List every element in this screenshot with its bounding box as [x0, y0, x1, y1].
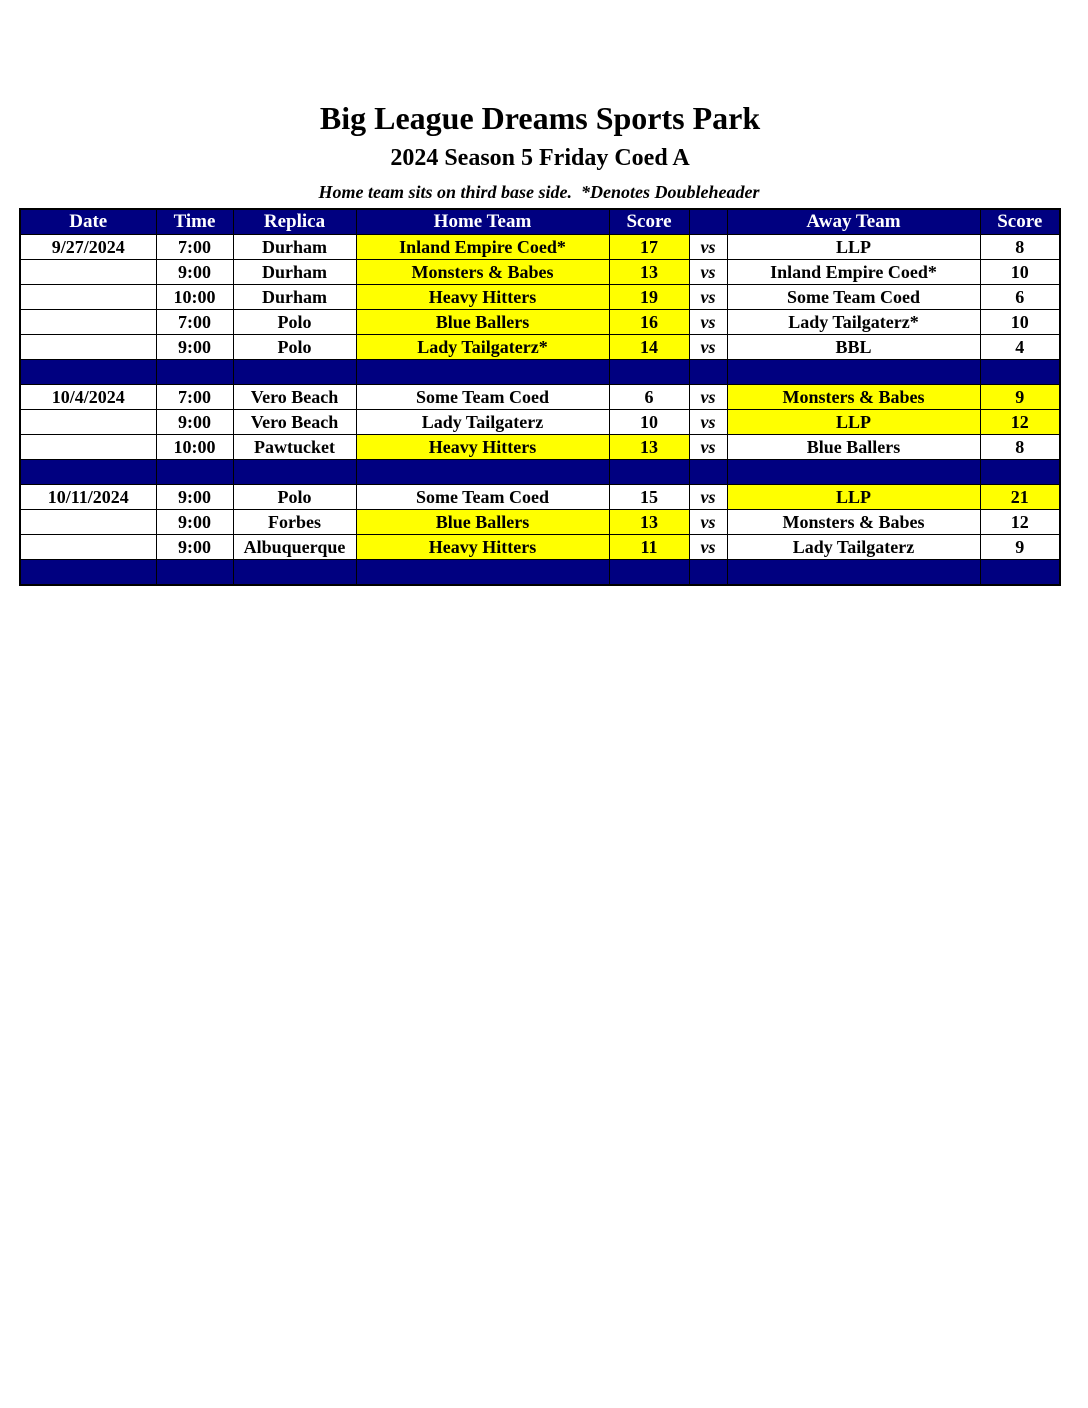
- date-cell: 10/11/2024: [20, 485, 156, 510]
- time-cell: 9:00: [156, 535, 233, 560]
- home-team-cell: Some Team Coed: [356, 485, 609, 510]
- vs-cell: vs: [689, 435, 727, 460]
- time-cell: 7:00: [156, 235, 233, 260]
- date-cell: [20, 310, 156, 335]
- separator-cell: [233, 360, 356, 385]
- separator-cell: [727, 460, 980, 485]
- col-header-away-team: Away Team: [727, 209, 980, 235]
- page-title: Big League Dreams Sports Park: [319, 100, 761, 136]
- away-team-cell: Lady Tailgaterz*: [727, 310, 980, 335]
- week-separator-row: [20, 460, 1060, 485]
- separator-cell: [156, 560, 233, 586]
- date-cell: [20, 535, 156, 560]
- home-team-cell: Heavy Hitters: [356, 535, 609, 560]
- vs-cell: vs: [689, 335, 727, 360]
- separator-cell: [20, 460, 156, 485]
- away-score-cell: 21: [980, 485, 1060, 510]
- date-cell: [20, 285, 156, 310]
- date-cell: [20, 260, 156, 285]
- separator-cell: [689, 460, 727, 485]
- table-row: [20, 285, 1060, 310]
- schedule-body: [20, 235, 1060, 586]
- col-header-home-team: Home Team: [356, 209, 609, 235]
- vs-cell: vs: [689, 235, 727, 260]
- replica-cell: Forbes: [233, 510, 356, 535]
- away-team-cell: Lady Tailgaterz: [727, 535, 980, 560]
- home-score-cell: 17: [609, 235, 689, 260]
- separator-cell: [156, 460, 233, 485]
- separator-cell: [356, 560, 609, 586]
- replica-cell: Polo: [233, 310, 356, 335]
- schedule-table: [19, 208, 1061, 586]
- home-score-cell: 19: [609, 285, 689, 310]
- home-score-cell: 11: [609, 535, 689, 560]
- away-score-cell: 9: [980, 535, 1060, 560]
- away-score-cell: 6: [980, 285, 1060, 310]
- separator-cell: [609, 360, 689, 385]
- separator-cell: [980, 360, 1060, 385]
- date-cell: 10/4/2024: [20, 385, 156, 410]
- replica-cell: Vero Beach: [233, 410, 356, 435]
- time-cell: 10:00: [156, 435, 233, 460]
- col-header-home-score: Score: [609, 209, 689, 235]
- separator-cell: [727, 560, 980, 586]
- home-score-cell: 15: [609, 485, 689, 510]
- vs-cell: vs: [689, 285, 727, 310]
- date-cell: [20, 435, 156, 460]
- separator-cell: [233, 560, 356, 586]
- vs-cell: vs: [689, 535, 727, 560]
- table-row: [20, 510, 1060, 535]
- vs-cell: vs: [689, 260, 727, 285]
- replica-cell: Durham: [233, 285, 356, 310]
- home-score-cell: 16: [609, 310, 689, 335]
- away-team-cell: BBL: [727, 335, 980, 360]
- time-cell: 9:00: [156, 410, 233, 435]
- table-row: [20, 260, 1060, 285]
- home-score-cell: 13: [609, 435, 689, 460]
- vs-cell: vs: [689, 385, 727, 410]
- col-header-replica: Replica: [233, 209, 356, 235]
- separator-cell: [356, 460, 609, 485]
- away-score-cell: 8: [980, 435, 1060, 460]
- separator-cell: [980, 460, 1060, 485]
- replica-cell: Polo: [233, 485, 356, 510]
- separator-cell: [356, 360, 609, 385]
- date-cell: [20, 510, 156, 535]
- away-team-cell: LLP: [727, 485, 980, 510]
- page-subtitle: 2024 Season 5 Friday Coed A: [390, 145, 690, 171]
- replica-cell: Pawtucket: [233, 435, 356, 460]
- away-score-cell: 12: [980, 510, 1060, 535]
- replica-cell: Vero Beach: [233, 385, 356, 410]
- home-team-cell: Heavy Hitters: [356, 435, 609, 460]
- home-team-cell: Some Team Coed: [356, 385, 609, 410]
- time-cell: 9:00: [156, 335, 233, 360]
- col-header-time: Time: [156, 209, 233, 235]
- week-separator-row: [20, 360, 1060, 385]
- home-score-cell: 6: [609, 385, 689, 410]
- home-score-cell: 13: [609, 510, 689, 535]
- separator-cell: [20, 360, 156, 385]
- separator-cell: [727, 360, 980, 385]
- home-score-cell: 14: [609, 335, 689, 360]
- time-cell: 7:00: [156, 310, 233, 335]
- date-cell: 9/27/2024: [20, 235, 156, 260]
- separator-cell: [980, 560, 1060, 586]
- away-team-cell: Monsters & Babes: [727, 385, 980, 410]
- separator-cell: [20, 560, 156, 586]
- date-cell: [20, 335, 156, 360]
- away-score-cell: 10: [980, 310, 1060, 335]
- time-cell: 10:00: [156, 285, 233, 310]
- replica-cell: Durham: [233, 235, 356, 260]
- time-cell: 7:00: [156, 385, 233, 410]
- away-team-cell: Monsters & Babes: [727, 510, 980, 535]
- away-team-cell: LLP: [727, 410, 980, 435]
- separator-cell: [609, 560, 689, 586]
- home-team-cell: Heavy Hitters: [356, 285, 609, 310]
- time-cell: 9:00: [156, 260, 233, 285]
- table-row: [20, 235, 1060, 260]
- home-team-cell: Lady Tailgaterz: [356, 410, 609, 435]
- table-row: [20, 435, 1060, 460]
- away-score-cell: 10: [980, 260, 1060, 285]
- away-score-cell: 4: [980, 335, 1060, 360]
- vs-cell: vs: [689, 310, 727, 335]
- separator-cell: [156, 360, 233, 385]
- home-team-cell: Lady Tailgaterz*: [356, 335, 609, 360]
- col-header-away-score: Score: [980, 209, 1060, 235]
- away-team-cell: Blue Ballers: [727, 435, 980, 460]
- replica-cell: Albuquerque: [233, 535, 356, 560]
- col-header-date: Date: [20, 209, 156, 235]
- header-row: [20, 209, 1060, 235]
- away-team-cell: Inland Empire Coed*: [727, 260, 980, 285]
- replica-cell: Polo: [233, 335, 356, 360]
- table-row: [20, 485, 1060, 510]
- away-score-cell: 8: [980, 235, 1060, 260]
- away-team-cell: Some Team Coed: [727, 285, 980, 310]
- date-cell: [20, 410, 156, 435]
- away-score-cell: 9: [980, 385, 1060, 410]
- home-team-cell: Monsters & Babes: [356, 260, 609, 285]
- separator-cell: [689, 560, 727, 586]
- home-team-cell: Inland Empire Coed*: [356, 235, 609, 260]
- time-cell: 9:00: [156, 485, 233, 510]
- week-separator-row: [20, 560, 1060, 586]
- replica-cell: Durham: [233, 260, 356, 285]
- table-row: [20, 310, 1060, 335]
- time-cell: 9:00: [156, 510, 233, 535]
- table-row: [20, 535, 1060, 560]
- vs-cell: vs: [689, 410, 727, 435]
- home-score-cell: 10: [609, 410, 689, 435]
- col-header-vs: [689, 209, 727, 235]
- separator-cell: [689, 360, 727, 385]
- table-row: [20, 385, 1060, 410]
- home-team-cell: Blue Ballers: [356, 510, 609, 535]
- separator-cell: [609, 460, 689, 485]
- separator-cell: [233, 460, 356, 485]
- table-row: [20, 335, 1060, 360]
- home-score-cell: 13: [609, 260, 689, 285]
- away-score-cell: 12: [980, 410, 1060, 435]
- vs-cell: vs: [689, 510, 727, 535]
- table-row: [20, 410, 1060, 435]
- away-team-cell: LLP: [727, 235, 980, 260]
- vs-cell: vs: [689, 485, 727, 510]
- home-team-cell: Blue Ballers: [356, 310, 609, 335]
- schedule-note: Home team sits on third base side. *Denotes Doubleheader: [318, 182, 760, 202]
